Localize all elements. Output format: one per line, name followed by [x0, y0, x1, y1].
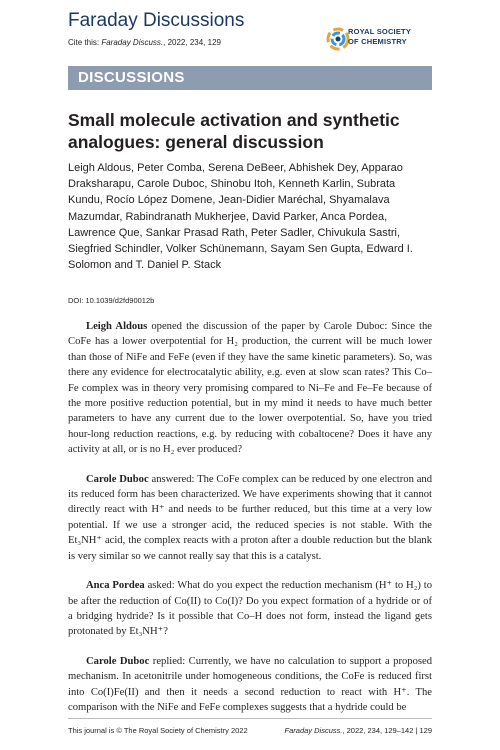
cite-journal: Faraday Discuss. — [101, 38, 164, 47]
footer-journal: Faraday Discuss. — [284, 726, 343, 735]
publisher-line-2: OF CHEMISTRY — [348, 37, 407, 46]
footer-citation — [285, 726, 432, 735]
journal-title: Faraday Discussions — [68, 10, 245, 31]
doi[interactable]: DOI: 10.1039/d2fd90012b — [68, 296, 155, 305]
rsc-logo-icon — [326, 24, 350, 54]
publisher-name — [348, 27, 411, 47]
author-list: Leigh Aldous, Peter Comba, Serena DeBeer, Abhishek Dey, Apparao Draksharapu, Carole Duboc, Shinobu Itoh, Kenneth Karlin, Subrata Kundu, Rocío López Domene, Jean-Didier Maréchal, Shyamalava Mazumdar, Rabindranath Mukherjee, David Parker, Anca Pordea, Lawrence Que, Sankar Prasad Rath, Peter Sadler, Chivukula Sastri, Siegfried Schindler, Volker Schünemann, Sayam Sen Gupta, Edward I. Solomon and T. Daniel P. Stack — [68, 162, 413, 272]
publisher-line-1: ROYAL SOCIETY — [348, 27, 412, 36]
paragraph — [68, 654, 432, 716]
paragraph — [68, 319, 432, 458]
footer-copyright: This journal is © The Royal Society of Chemistry 2022 — [68, 726, 248, 735]
footer-pages: , 2022, 234, 129–142 | 129 — [342, 726, 432, 735]
paragraph — [68, 472, 432, 564]
article-title: Small molecule activation and synthetic analogues: general discussion — [68, 110, 400, 152]
paragraph-text: asked: What do you expect the reduction mechanism (H⁺ to H₂) to be after the reduction of Co(II) to Co(I)? Do you expect formation of a hydride or of a bridging hydride? Is it possible that Co–H does not form, instead the ligand gets protonated by Et₃NH⁺? — [68, 580, 432, 638]
section-banner — [68, 66, 432, 90]
paragraph-text: replied: Currently, we have no calculation to support a proposed mechanism. In acetonitrile under homogeneous conditions, the CoFe is reduced first into Co(I)Fe(II) and then it needs a second reduction to react with H⁺. The comparison with the NiFe and FeFe complexes suggests that a hydride could be — [68, 655, 432, 713]
citation-line — [68, 38, 221, 47]
speaker-name: Carole Duboc — [86, 655, 150, 667]
footer-divider — [68, 718, 432, 719]
speaker-name: Leigh Aldous — [86, 321, 148, 332]
cite-prefix: Cite this: — [68, 38, 102, 47]
paragraph-text: answered: The CoFe complex can be reduced by one electron and its reduced form has been characterized. We have experiments showing that it cannot directly react with H⁺ and needs to be further reduced, but this time at a very low potential. If we use a stronger acid, the reduced species is not stable. With the Et₃NH⁺ acid, the complex reacts with a proton after a double reduction but the blank is very similar so we cannot really say that this is a catalyst. — [68, 473, 433, 562]
paragraph-text: opened the discussion of the paper by Carole Duboc: Since the CoFe has a lower overpotential for H₂ production, the current will be much lower than those of NiFe and FeFe (even if they have the same kinetic parameters). So, was there any evidence for electrocatalytic ability, e.g. even at slow scan rates? This Co–Fe complex was in theory very promising compared to Ni–Fe and Fe–Fe because of the more positive reduction potential, but in my mind it needs to have much better parameters to have any current due to the lower overpotential. So, have you tried hour-long reduction reactions, e.g. by reducing with cobaltocene? Does it have any activity at all, or is no H₂ ever produced? — [68, 321, 432, 456]
paragraph — [68, 578, 432, 640]
speaker-name: Anca Pordea — [86, 580, 145, 592]
section-banner-label: DISCUSSIONS — [78, 69, 185, 86]
article-body — [68, 319, 432, 729]
speaker-name: Carole Duboc — [86, 473, 149, 485]
cite-rest: , 2022, 234, 129 — [163, 38, 221, 47]
